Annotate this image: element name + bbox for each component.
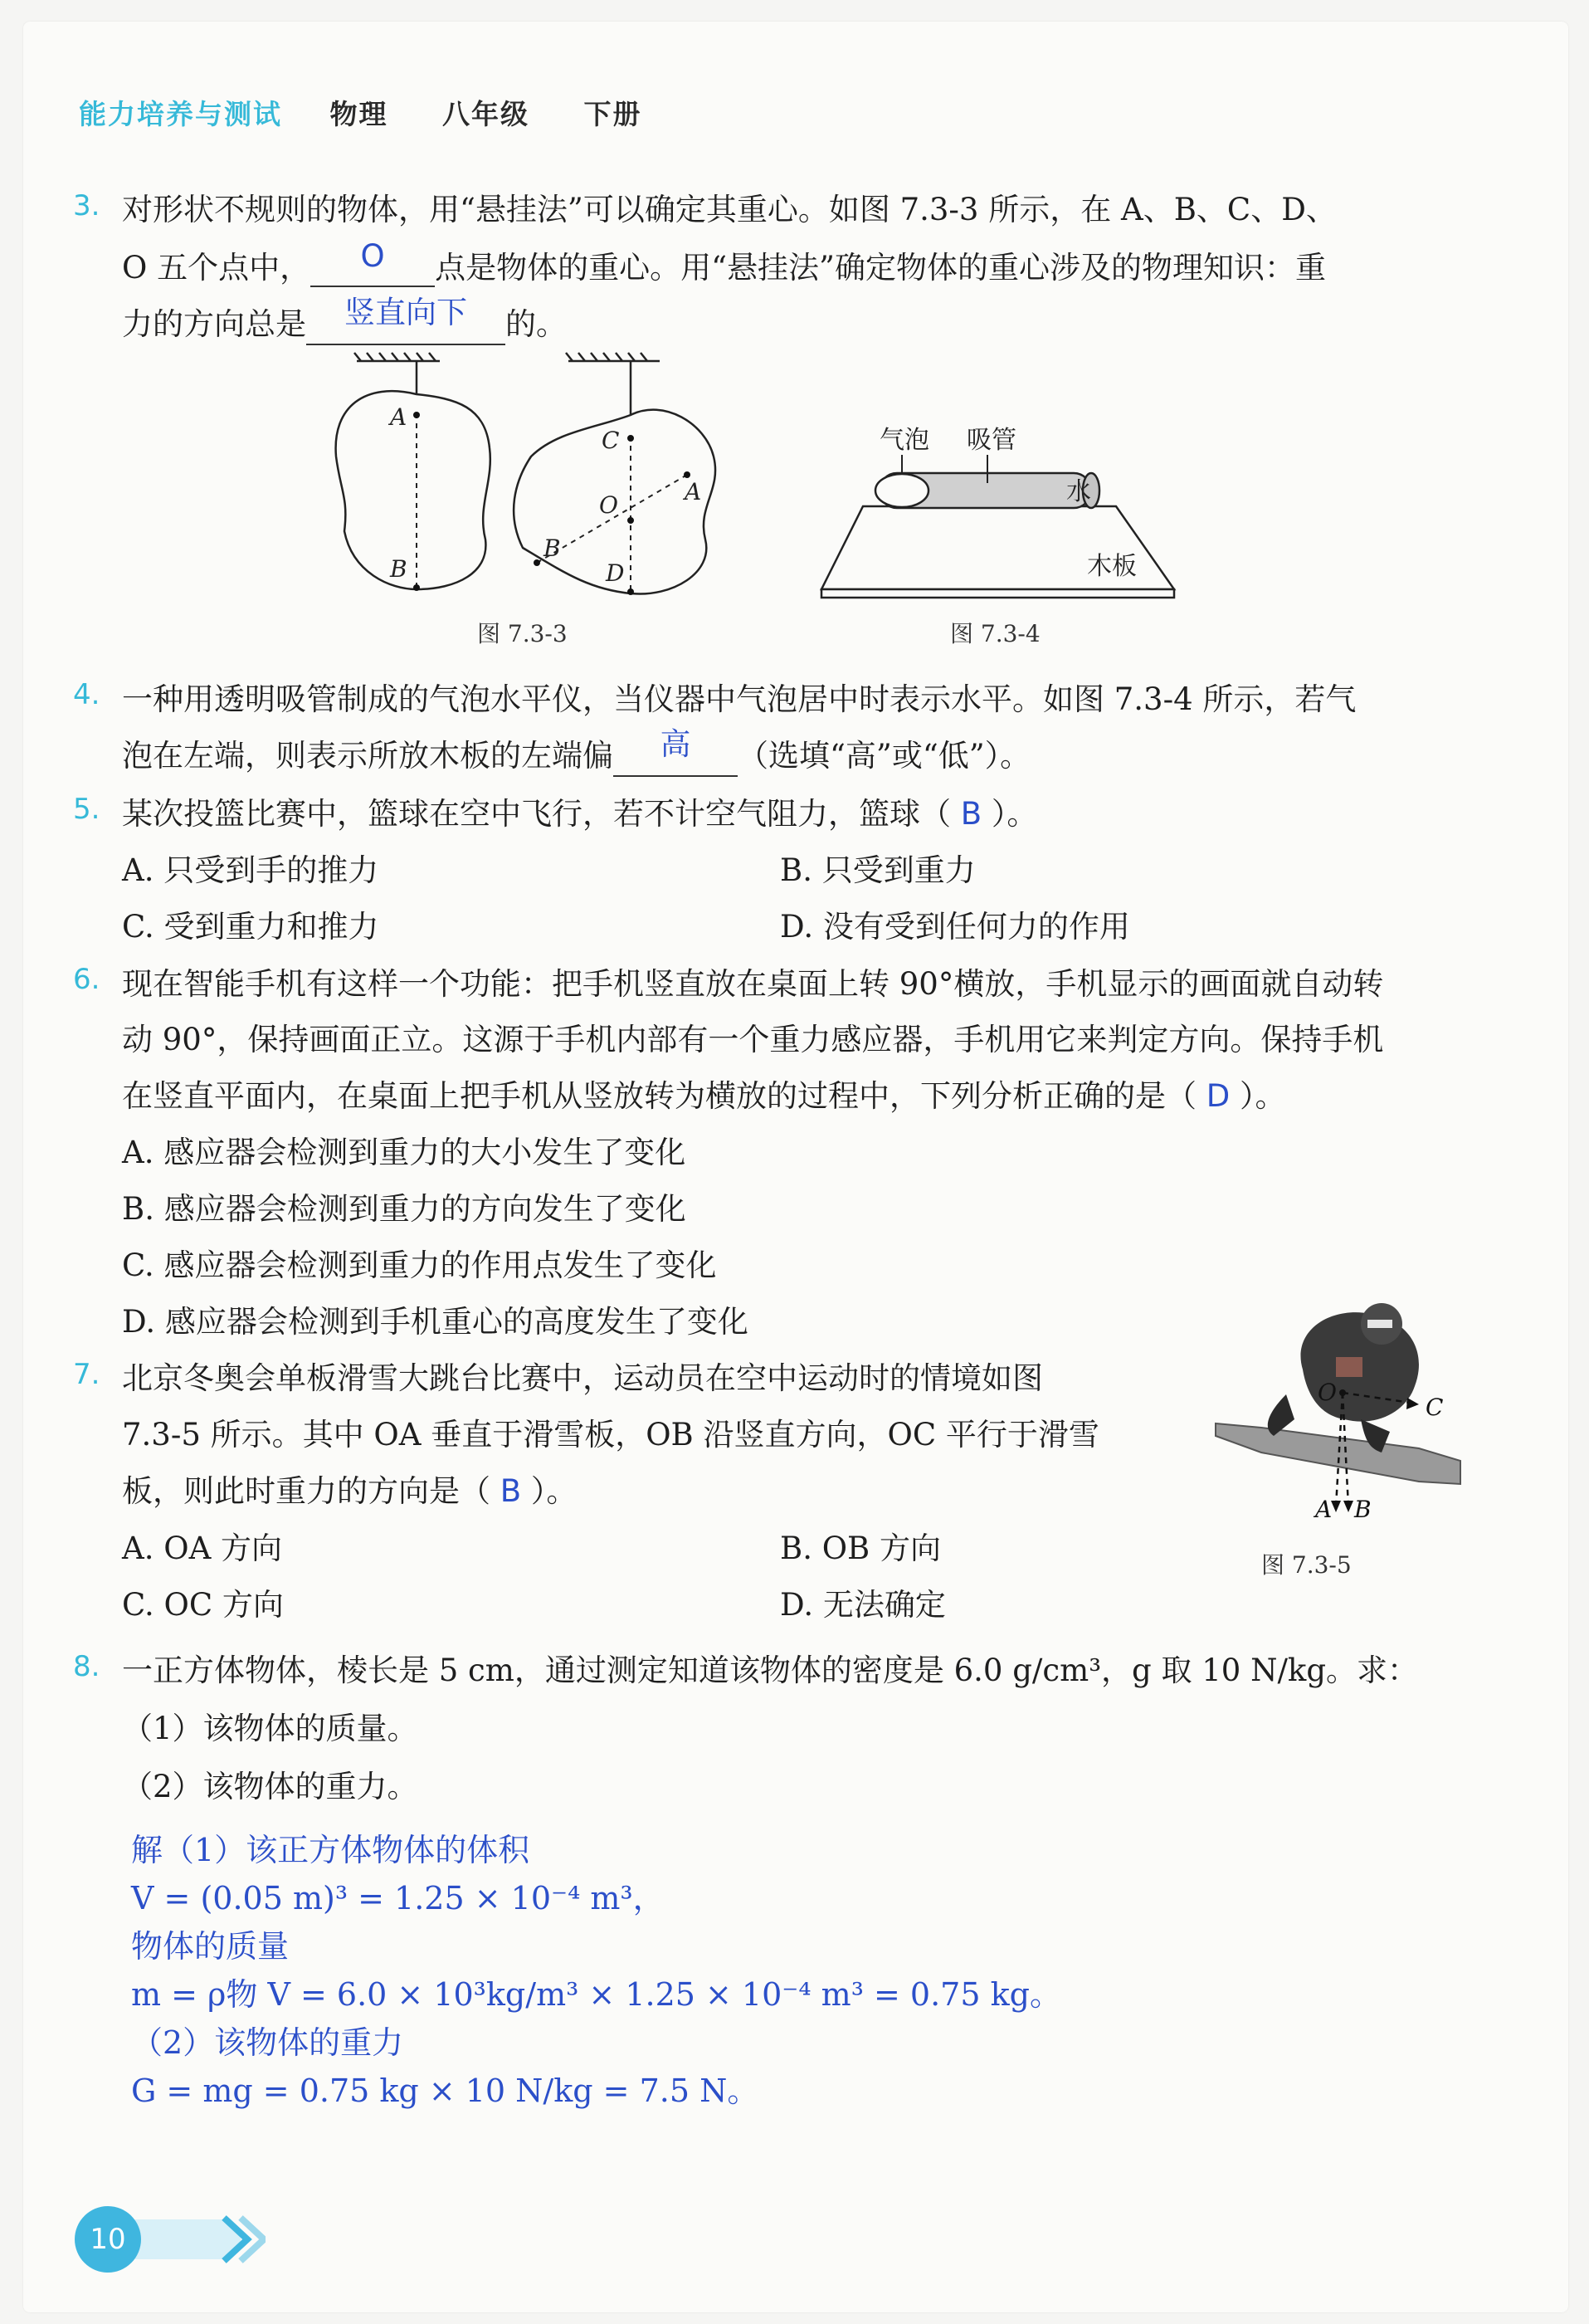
question-number: 4. [73, 678, 100, 711]
option-c: C. 感应器会检测到重力的作用点发生了变化 [122, 1247, 717, 1283]
question-number: 6. [73, 963, 100, 996]
question-part: （2）该物体的重力。 [122, 1769, 418, 1804]
question-number: 5. [73, 793, 100, 826]
water-label: 水 [1066, 477, 1091, 506]
question-part: （1）该物体的质量。 [122, 1711, 418, 1746]
tube-label: 吸管 [967, 426, 1016, 455]
option-d: D. 无法确定 [780, 1587, 946, 1623]
option-b: B. 只受到重力 [780, 852, 976, 888]
handwritten-answer: D [1206, 1078, 1231, 1114]
question-text: 对形状不规则的物体，用“悬挂法”可以确定其重心。如图 7.3-3 所示，在 A、B、C、D、 [122, 192, 1337, 227]
answer-blank [613, 726, 738, 777]
option-a: A. 感应器会检测到重力的大小发生了变化 [122, 1135, 686, 1170]
point-label: C [602, 427, 620, 454]
solution-line: 解（1）该正方体物体的体积 [131, 1832, 530, 1868]
point-label: C [1426, 1394, 1444, 1421]
option-b: B. 感应器会检测到重力的方向发生了变化 [122, 1191, 686, 1227]
point-label: B [1354, 1496, 1372, 1523]
option-d: D. 感应器会检测到手机重心的高度发生了变化 [122, 1304, 748, 1340]
figure-7-3-5-snowboarder [1211, 1295, 1477, 1544]
question-text: 某次投篮比赛中，篮球在空中飞行，若不计空气阻力，篮球（ B ）。 [122, 796, 1038, 832]
solution-formula: V = (0.05 m)³ = 1.25 × 10⁻⁴ m³， [131, 1880, 665, 1916]
question-number: 7. [73, 1358, 100, 1391]
point-label: B [390, 555, 407, 583]
question-text: 泡在左端，则表示所放木板的左端偏 高 （选填“高”或“低”）。 [122, 730, 1031, 777]
figure-caption: 图 7.3-4 [950, 620, 1041, 647]
question-text: 动 90°，保持画面正立。这源于手机内部有一个重力感应器，手机用它来判定方向。保持手机 [122, 1022, 1384, 1057]
solution-formula: m = ρ物 V = 6.0 × 10³kg/m³ × 1.25 × 10⁻⁴ m³ = 0.75 kg。 [131, 1976, 1061, 2013]
point-label: A [390, 403, 407, 431]
page-header [79, 93, 685, 132]
point-label: O [599, 491, 618, 519]
question-text: 现在智能手机有这样一个功能：把手机竖直放在桌面上转 90°横放，手机显示的画面就自动转 [122, 966, 1384, 1002]
solution-line: （2）该物体的重力 [131, 2024, 404, 2061]
handwritten-answer: 高 [660, 726, 691, 762]
handwritten-answer: B [960, 796, 982, 832]
board-label: 木板 [1087, 552, 1137, 581]
book-title: 能力培养与测试 [79, 98, 282, 130]
point-label: B [543, 535, 561, 562]
solution-line: 物体的质量 [131, 1928, 290, 1965]
option-a: A. OA 方向 [122, 1531, 283, 1566]
option-a: A. 只受到手的推力 [122, 852, 379, 888]
answer-blank [310, 238, 435, 287]
figure-caption: 图 7.3-5 [1261, 1551, 1352, 1579]
question-number: 8. [73, 1650, 100, 1683]
handwritten-answer: B [500, 1473, 522, 1509]
question-text: 一种用透明吸管制成的气泡水平仪，当仪器中气泡居中时表示水平。如图 7.3-4 所示，若气 [122, 681, 1357, 717]
question-text: O 五个点中， O 点是物体的重心。用“悬挂法”确定物体的重心涉及的物理知识：重 [122, 238, 1326, 286]
subject-label: 物理 [329, 98, 388, 130]
answer-blank [306, 295, 505, 345]
option-c: C. 受到重力和推力 [122, 909, 379, 945]
question-number: 3. [73, 189, 100, 222]
question-text: 在竖直平面内，在桌面上把手机从竖放转为横放的过程中，下列分析正确的是（ D ）。 [122, 1078, 1286, 1114]
option-b: B. OB 方向 [780, 1531, 941, 1566]
point-label: O [1318, 1379, 1337, 1406]
bubble-label: 气泡 [880, 426, 929, 455]
handwritten-answer: 竖直向下 [344, 295, 467, 330]
handwritten-answer: O [360, 238, 385, 274]
point-label: A [1315, 1496, 1333, 1523]
figure-7-3-3 [315, 349, 730, 614]
question-text: 力的方向总是 竖直向下 的。 [122, 299, 567, 345]
question-text: 一正方体物体，棱长是 5 cm，通过测定知道该物体的密度是 6.0 g/cm³，g 取 10 N/kg。求： [122, 1653, 1419, 1688]
point-label: D [606, 559, 625, 587]
question-text: 北京冬奥会单板滑雪大跳台比赛中，运动员在空中运动时的情境如图 [122, 1360, 1043, 1396]
point-label: A [685, 478, 702, 505]
question-text: 板，则此时重力的方向是（ B ）。 [122, 1473, 578, 1509]
figure-7-3-4 [809, 415, 1199, 606]
volume-label: 下册 [583, 98, 642, 130]
figure-caption: 图 7.3-3 [477, 620, 568, 647]
option-d: D. 没有受到任何力的作用 [780, 909, 1130, 945]
option-c: C. OC 方向 [122, 1587, 284, 1623]
grade-label: 八年级 [442, 98, 529, 130]
solution-formula: G = mg = 0.75 kg × 10 N/kg = 7.5 N。 [131, 2073, 759, 2109]
page-number: 10 [75, 2206, 141, 2273]
question-text: 7.3-5 所示。其中 OA 垂直于滑雪板，OB 沿竖直方向，OC 平行于滑雪 [122, 1417, 1099, 1452]
